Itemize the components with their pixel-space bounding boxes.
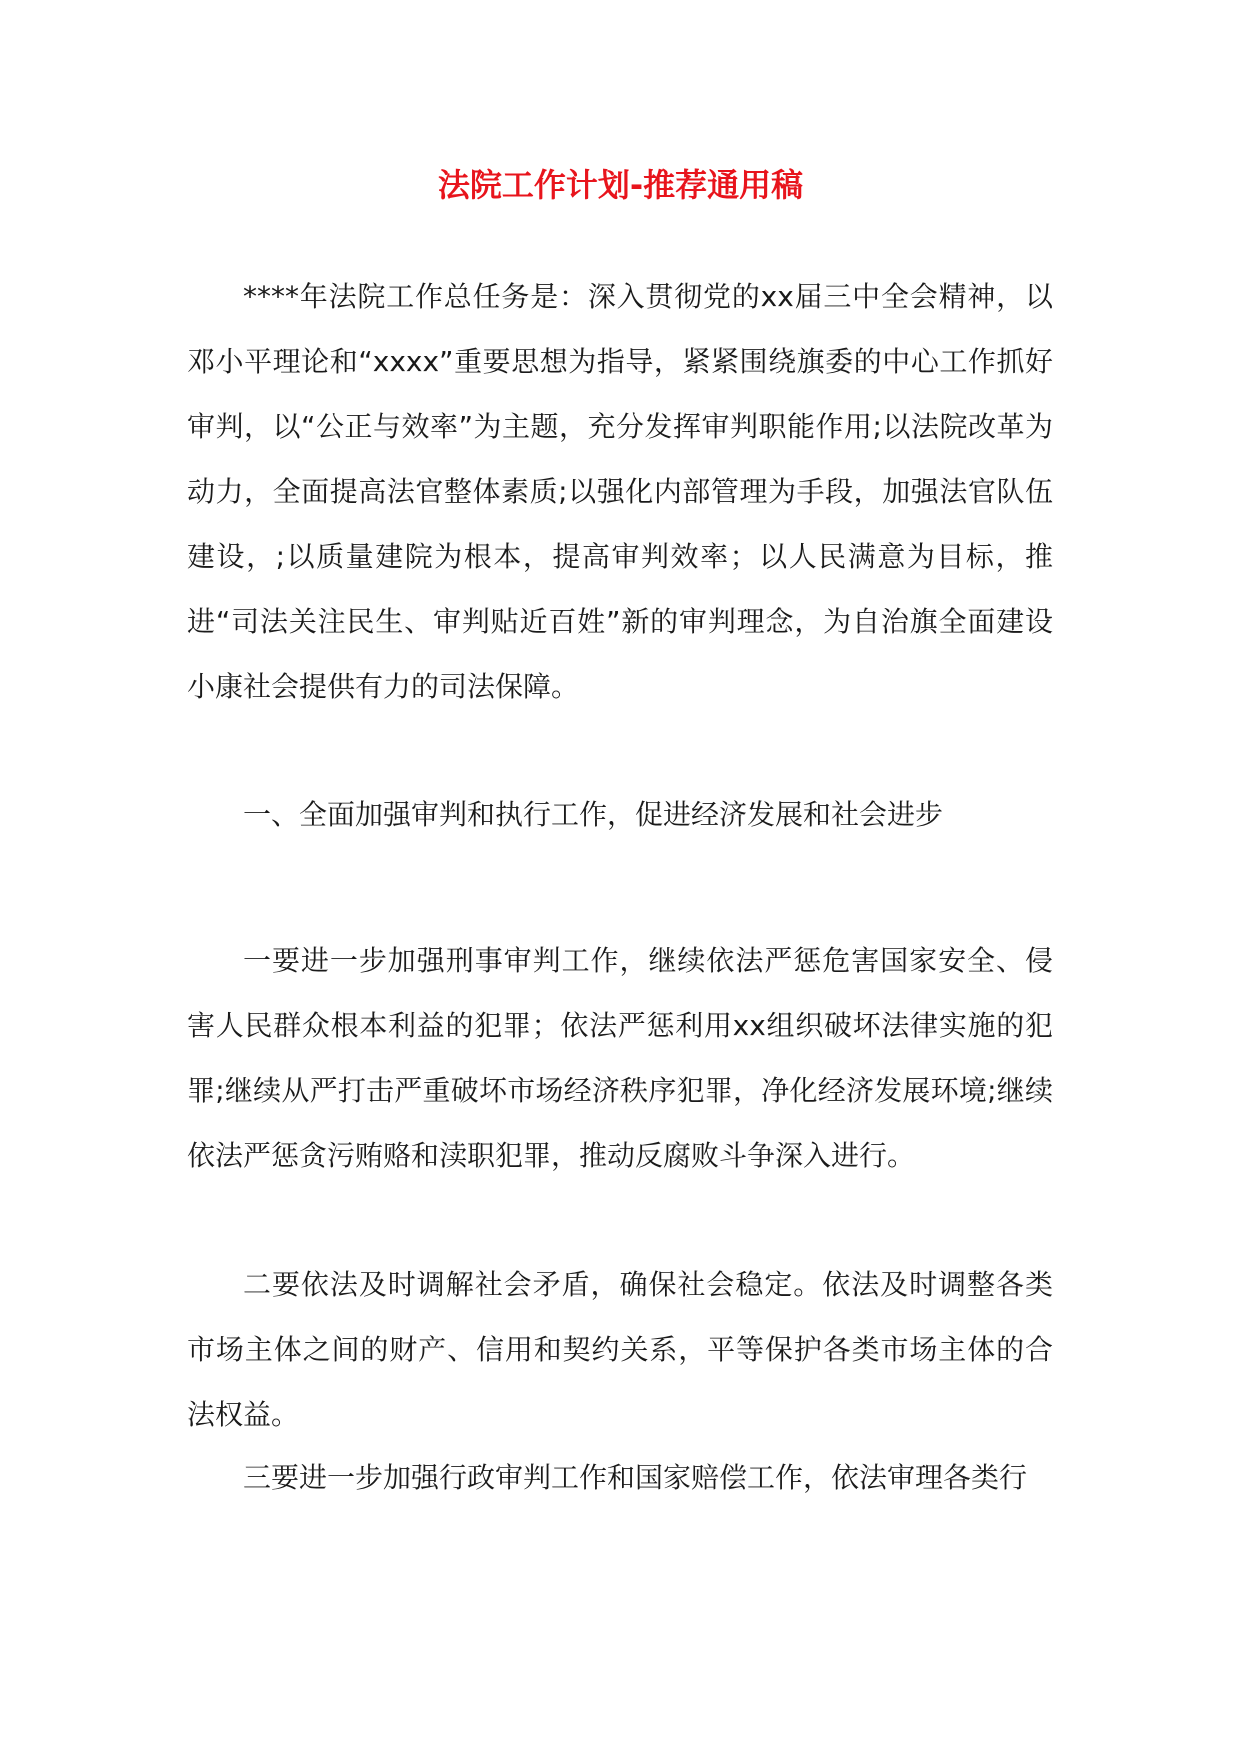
paragraph-administrative-trial: 三要进一步加强行政审判工作和国家赔偿工作，依法审理各类行 xyxy=(243,1461,1028,1494)
paragraph-overall-task: ****年法院工作总任务是：深入贯彻党的xx届三中全会精神，以邓小平理论和“xxxx”重要思想为指导，紧紧围绕旗委的中心工作抓好审判，以“公正与效率”为主题，充分发挥审判职能作用;以法院改革为动力，全面提高法官整体素质;以强化内部管理为手段，加强法官队伍建设，;以质量建院为根本，提高审判效率；以人民满意为目标，推进“司法关注民生、审判贴近百姓”新的审判理念，为自治旗全面建设小康社会提供有力的司法保障。 xyxy=(187,280,1053,703)
paragraph-criminal-trial: 一要进一步加强刑事审判工作，继续依法严惩危害国家安全、侵害人民群众根本利益的犯罪；依法严惩利用xx组织破坏法律实施的犯罪;继续从严打击严重破坏市场经济秩序犯罪，净化经济发展环境;继续依法严惩贪污贿赂和渎职犯罪，推动反腐败斗争深入进行。 xyxy=(187,944,1053,1172)
document-title: 法院工作计划-推荐通用稿 xyxy=(437,166,804,204)
paragraph-social-conflict: 二要依法及时调解社会矛盾，确保社会稳定。依法及时调整各类市场主体之间的财产、信用和契约关系，平等保护各类市场主体的合法权益。 xyxy=(187,1268,1053,1431)
section-heading-one: 一、全面加强审判和执行工作，促进经济发展和社会进步 xyxy=(243,798,944,831)
